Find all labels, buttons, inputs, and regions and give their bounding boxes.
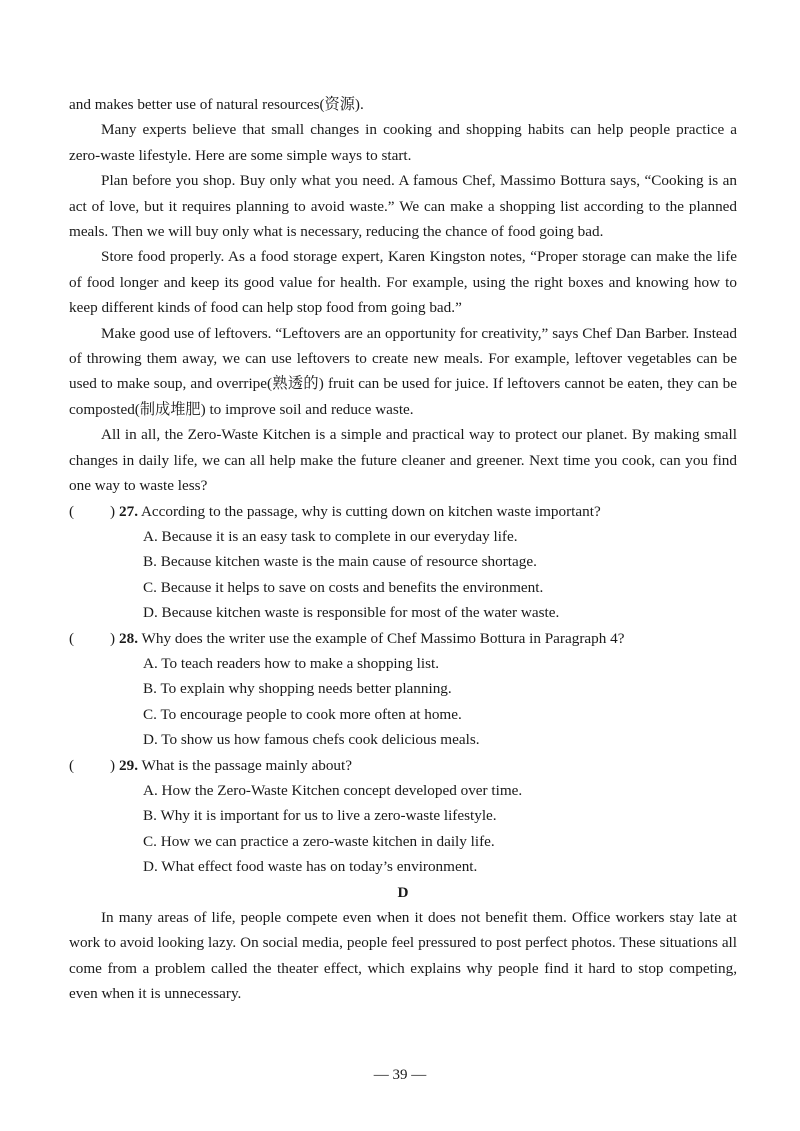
option-c: C. Because it helps to save on costs and benefits the environment. — [143, 578, 544, 596]
paragraph-experts: Many experts believe that small changes in cooking and shopping habits can help people practice a zero-waste lifestyle. Here are some simple ways to start. — [69, 121, 737, 164]
question-27 — [69, 499, 737, 524]
question-number: 28. — [119, 629, 138, 647]
option-d: D. To show us how famous chefs cook delicious meals. — [143, 731, 480, 749]
question-text: What is the passage mainly about? — [141, 756, 352, 774]
answer-paren-open: ( — [69, 756, 75, 774]
option-a: A. To teach readers how to make a shopping list. — [143, 654, 440, 672]
paragraph-leftovers: Make good use of leftovers. “Leftovers are an opportunity for creativity,” says Chef Dan Barber. Instead of throwing them away, we can use leftovers to create new meals. For example, leftover vegetables can be used to make soup, and overripe(熟透的) fruit can be used for juice. If leftovers cannot be eaten, they can be composted(制成堆肥) to improve soil and reduce waste. — [69, 324, 737, 418]
paragraph-theater-effect: In many areas of life, people compete even when it does not benefit them. Office workers stay late at work to avoid looking lazy. On social media, people feel pressured to post perfect photos. These situations all come from a problem called the theater effect, which explains why people find it hard to stop competing, even when it is unnecessary. — [69, 909, 737, 1003]
option-c: C. To encourage people to cook more often at home. — [143, 705, 462, 723]
answer-paren-close: ) — [110, 756, 116, 774]
answer-paren-close: ) — [110, 629, 116, 647]
paragraph-store: Store food properly. As a food storage expert, Karen Kingston notes, “Proper storage can make the life of food longer and keep its good value for health. For example, using the right boxes and knowing how to keep different kinds of food can help stop food from going bad.” — [69, 248, 737, 317]
answer-paren-open: ( — [69, 629, 75, 647]
paragraph-continuation: and makes better use of natural resources(资源). — [69, 96, 364, 113]
paragraph-conclusion: All in all, the Zero-Waste Kitchen is a simple and practical way to protect our planet. By making small changes in daily life, we can all help make the future cleaner and greener. Next time you cook, can you find one way to waste less? — [69, 426, 737, 495]
option-b: B. Because kitchen waste is the main cause of resource shortage. — [143, 553, 537, 571]
option-b: B. Why it is important for us to live a zero-waste lifestyle. — [143, 807, 497, 825]
answer-paren-close: ) — [110, 502, 116, 520]
question-text: Why does the writer use the example of Chef Massimo Bottura in Paragraph 4? — [141, 629, 625, 647]
question-text: According to the passage, why is cutting down on kitchen waste important? — [140, 502, 601, 520]
question-29 — [69, 753, 737, 778]
content — [69, 92, 737, 1007]
option-a: A. How the Zero-Waste Kitchen concept developed over time. — [143, 781, 523, 799]
answer-paren-open: ( — [69, 502, 75, 520]
question-number: 29. — [119, 756, 138, 774]
option-b: B. To explain why shopping needs better planning. — [143, 680, 452, 698]
option-a: A. Because it is an easy task to complete in our everyday life. — [143, 527, 518, 545]
option-d: D. Because kitchen waste is responsible for most of the water waste. — [143, 604, 560, 622]
question-number: 27. — [119, 502, 138, 520]
option-c: C. How we can practice a zero-waste kitchen in daily life. — [143, 832, 495, 850]
question-28 — [69, 626, 737, 651]
paragraph-plan: Plan before you shop. Buy only what you need. A famous Chef, Massimo Bottura says, “Cooking is an act of love, but it requires planning to avoid waste.” We can make a shopping list according to the planned meals. Then we will buy only what is necessary, reducing the chance of food going bad. — [69, 172, 737, 241]
option-d: D. What effect food waste has on today’s environment. — [143, 858, 478, 876]
page-number: — 39 — — [373, 1067, 427, 1083]
section-heading-d: D — [397, 883, 409, 901]
